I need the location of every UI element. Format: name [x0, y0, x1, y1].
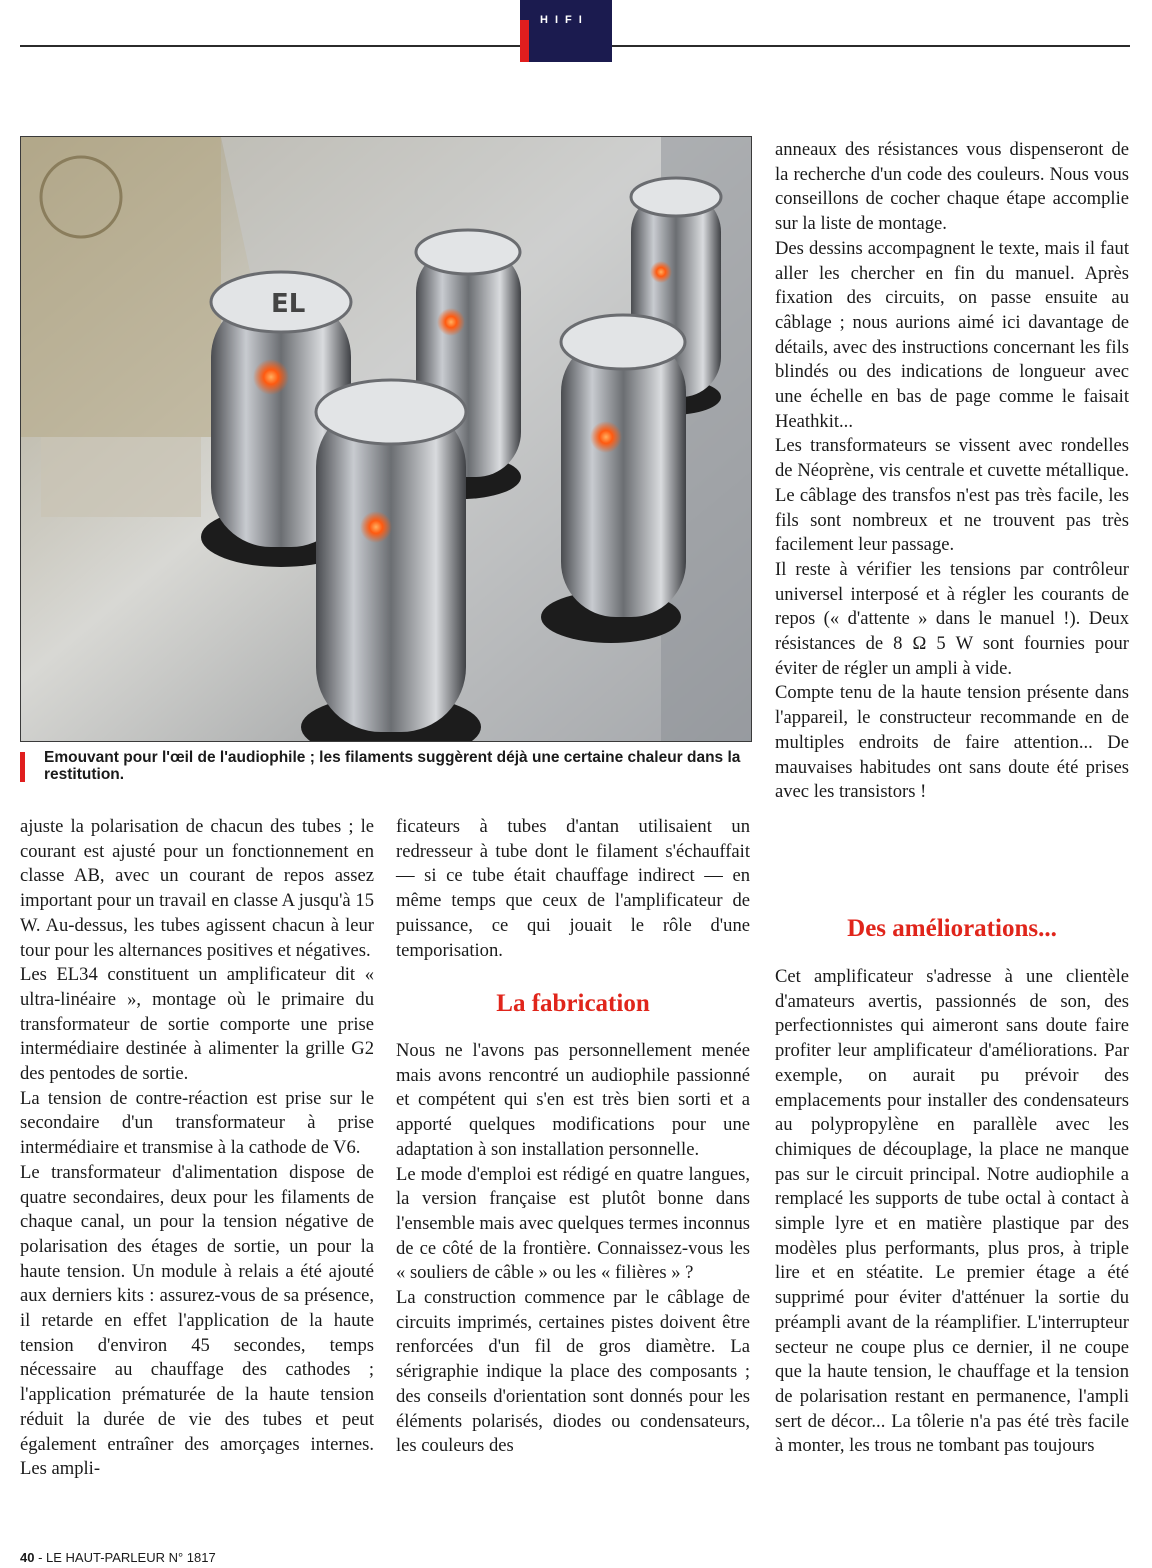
- column-2: [396, 815, 750, 963]
- page-footer: [20, 1550, 216, 1565]
- tube-photo-illustration: [21, 137, 751, 741]
- paragraph: ajuste la polarisation de chacun des tubes ; le courant est ajusté pour un fonctionnement en classe AB, avec un courant de repos assez important pour un travail en classe A jusqu'à 15 W. Au-dessus, les tubes agissent chacun à leur tour pour les alternances positives et négatives.: [20, 816, 374, 961]
- paragraph: ficateurs à tubes d'antan utilisaient un redresseur à tube dont le filament s'échauffait — si ce tube était chauffage indirect — en même temps que ceux de l'amplificateur de puissance, ce qui jouait le rôle d'une temporisation.: [396, 816, 750, 961]
- paragraph: Il reste à vérifier les tensions par contrôleur universel interposé et à régler les courants de repos (« d'attente » dans le manuel !). Deux résistances de 8 Ω 5 W sont fournies pour éviter de régler un ampli à vide.: [775, 558, 1129, 679]
- tube-1-marking: EL: [271, 289, 306, 319]
- paragraph: Compte tenu de la haute tension présente dans l'appareil, le constructeur recommande en de multiples endroits de faire attention... De mauvaises habitudes ont sans doute été prises avec les transistors !: [775, 682, 1129, 803]
- tube-5: [301, 380, 481, 741]
- section-label: HIFI: [540, 14, 589, 26]
- column-3: [775, 138, 1129, 805]
- paragraph: Les EL34 constituent un amplificateur dit « ultra-linéaire », montage où le primaire du transformateur de sortie comporte une prise intermédiaire destinée à alimenter la grille G2 des pentodes de sortie.: [20, 964, 374, 1085]
- paragraph: Cet amplificateur s'adresse à une clientèle d'amateurs avertis, passionnés de son, des perfectionnistes qui aimeront sans doute faire profiter leur amplificateur d'améliorations. Par exemple, on aurait pu prévoir des emplacements pour installer des condensateurs au polypropylène en parallèle avec les chimiques de découplage, la place ne manque pas sur le circuit principal. Notre audiophile a remplacé les supports de tube octal à contact à simple lyre et en matière plastique par des modèles plus performants, plus pros, à triple lire et en stéatite. Le premier étage a été supprimé pour éviter d'atténuer la sortie du préampli avant de la réamplifier. L'interrupteur secteur ne coupe plus ce dernier, il ne coupe que la haute tension, le chauffage et la tension de polarisation restant en permanence, l'ampli sert de décor... La tôlerie n'a pas été très facile à monter, les trous ne tombant pas toujours: [775, 966, 1129, 1457]
- tube-photo: [20, 136, 752, 742]
- column-1: [20, 815, 374, 1482]
- publication-name: - LE HAUT-PARLEUR N° 1817: [34, 1550, 216, 1565]
- paragraph: Des dessins accompagnent le texte, mais il faut aller les chercher en fin du manuel. Après fixation des circuits, on passe ensuite au câblage ; nous aurions aimé ici davantage de détails, avec des instructions concernant les fils blindés ou des indications de longueur avec une échelle en bas de page comme le faisait Heathkit...: [775, 237, 1129, 432]
- paragraph: Nous ne l'avons pas personnellement menée mais avons rencontré un audiophile passionné et compétent qui s'en est très bien sorti et a apporté quelques modifications pour une adaptation à son installation personnelle.: [396, 1040, 750, 1160]
- paragraph: Les transformateurs se vissent avec rondelles de Néoprène, vis centrale et cuvette métallique. Le câblage des transfos n'est pas très facile, les fils sont nombreux et ne trouvent pas très facilement leur passage.: [775, 435, 1129, 556]
- paragraph: La construction commence par le câblage de circuits imprimés, certaines pistes doivent être renforcées d'un fil de gros diamètre. La sérigraphie indique la place des composants ; des conseils d'orientation sont donnés pour les éléments polarisés, diodes ou condensateurs, les couleurs des: [396, 1287, 750, 1457]
- section-tab-red-bar: [520, 20, 529, 62]
- caption-marker: [20, 752, 25, 782]
- paragraph: anneaux des résistances vous dispenseront de la recherche d'un code des couleurs. Nous vous conseillons de cocher chaque étape accomplie sur la liste de montage.: [775, 139, 1129, 235]
- heading-ameliorations: Des améliorations...: [847, 915, 1057, 942]
- paragraph: Le transformateur d'alimentation dispose de quatre secondaires, deux pour les filaments de chaque canal, un pour la tension négative de polarisation des étages de sortie, un pour la haute tension. Un module à relais a été ajouté aux derniers kits : assurez-vous de sa présence, il retarde en effet l'application de la haute tension d'environ 45 secondes, temps nécessaire au chauffage des cathodes ; l'application prématurée de la haute tension réduit la durée de vie des tubes et peut également entraîner des amorçages internes. Les ampli-: [20, 1161, 374, 1480]
- column-2-continued: [396, 1039, 750, 1459]
- heading-fabrication: La fabrication: [496, 990, 650, 1017]
- page-number: 40: [20, 1550, 35, 1565]
- paragraph: La tension de contre-réaction est prise sur le secondaire d'un transformateur à prise intermédiaire et transmise à la cathode de V6.: [20, 1087, 374, 1159]
- photo-caption: Emouvant pour l'œil de l'audiophile ; les filaments suggèrent déjà une certaine chaleur dans la restitution.: [44, 749, 741, 783]
- section-tab: [520, 0, 612, 62]
- paragraph: Le mode d'emploi est rédigé en quatre langues, la version française est plutôt bonne dans l'ensemble mais avec quelques termes inconnus de ce côté de la frontière. Connaissez-vous les « souliers de câble » ou les « filières » ?: [396, 1163, 750, 1284]
- column-3-continued: [775, 965, 1129, 1459]
